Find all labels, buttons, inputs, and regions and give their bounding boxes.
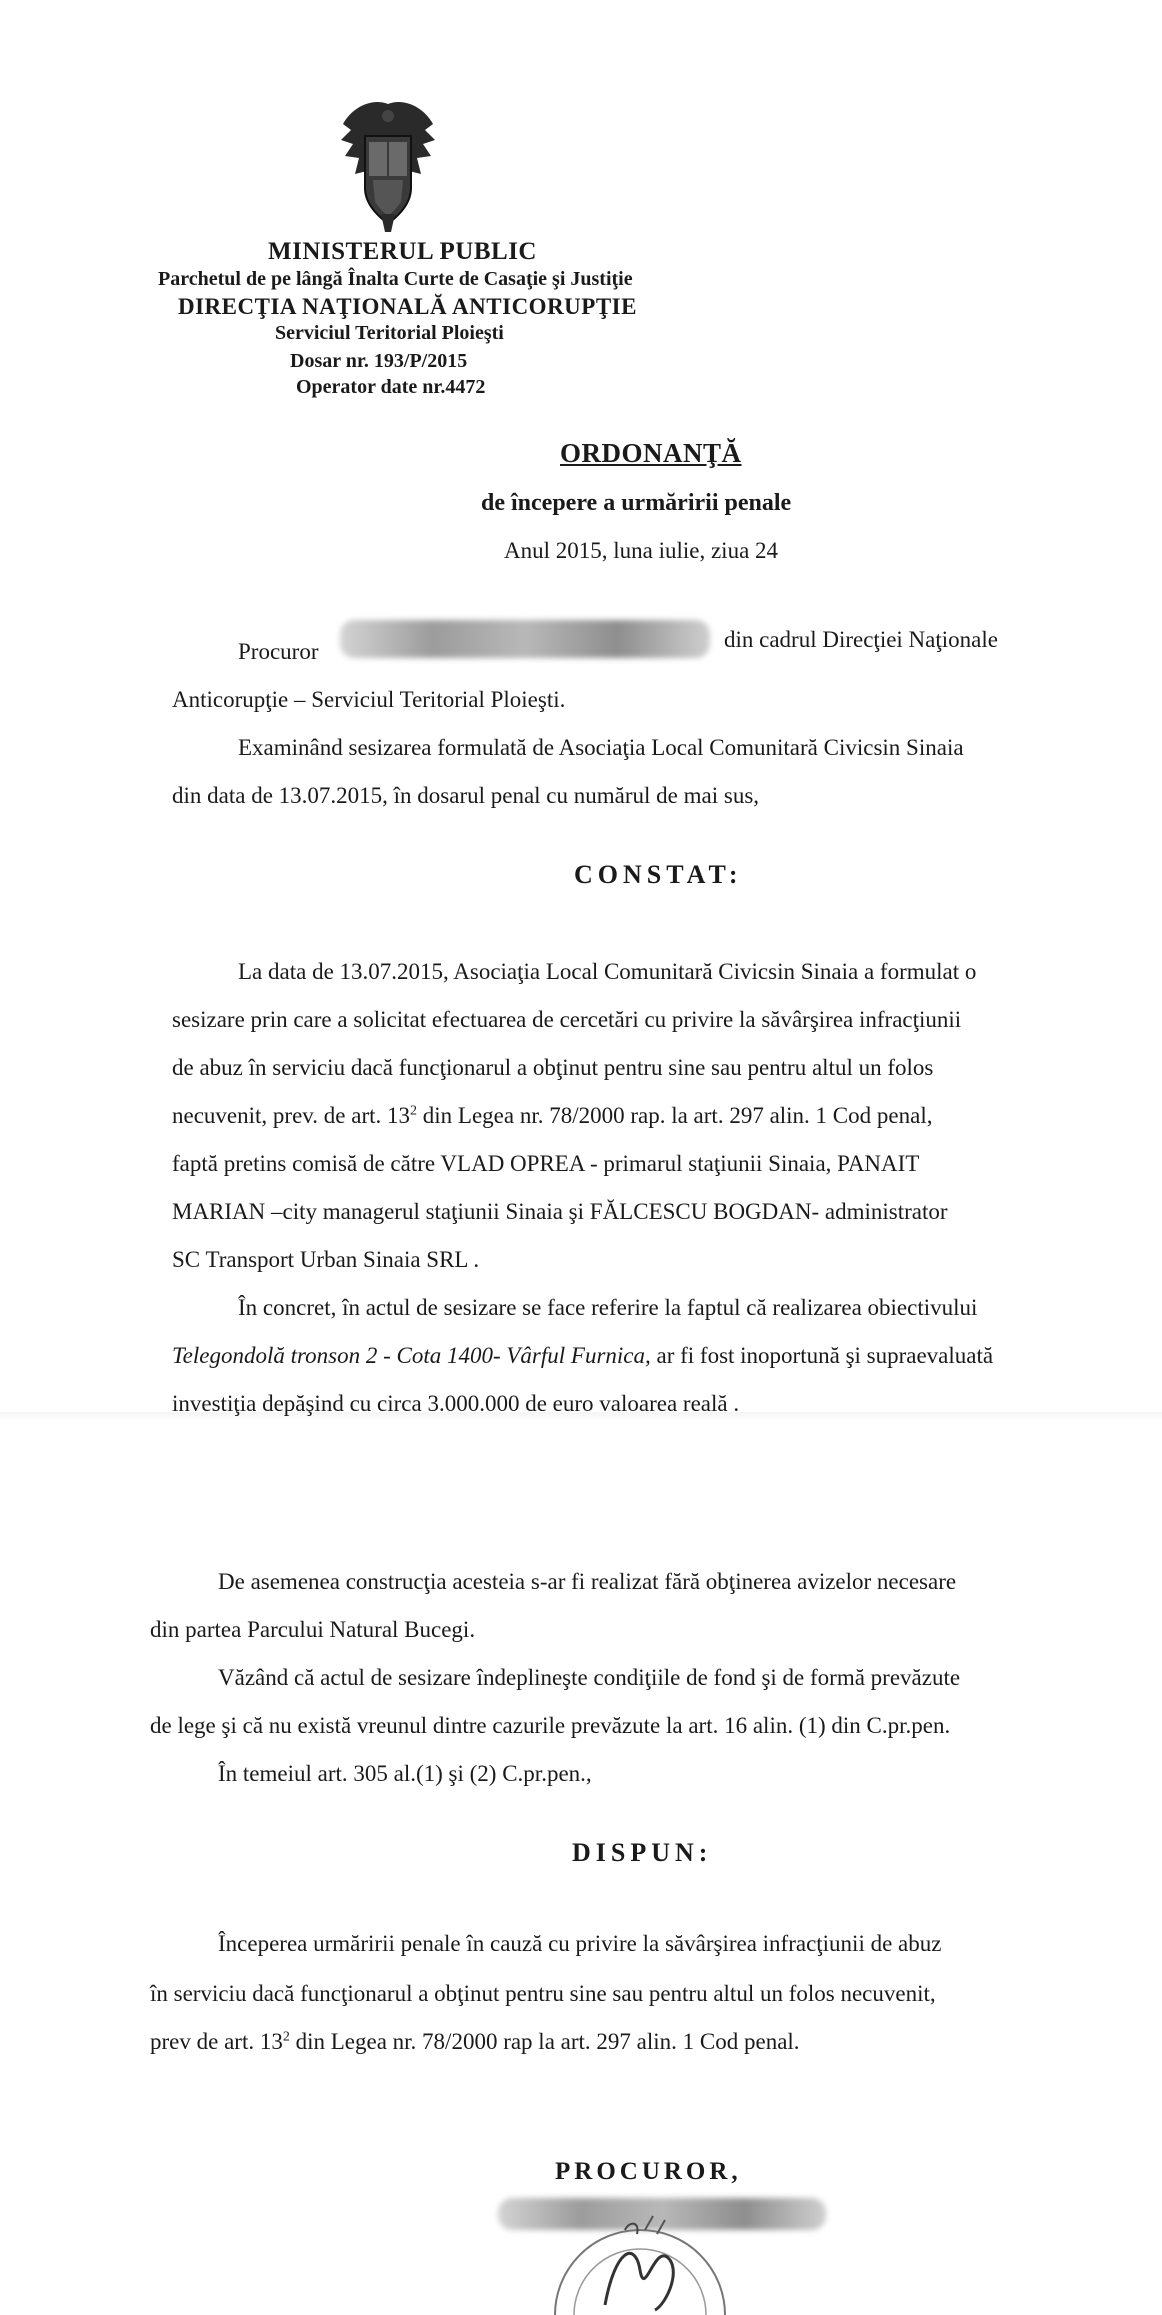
constat-line-7: SC Transport Urban Sinaia SRL . (172, 1247, 480, 1272)
constat-line-2: sesizare prin care a solicitat efectuarea de cercetări cu privire la săvârşirea infracţiunii (172, 1007, 962, 1032)
heading-constat: CONSTAT: (574, 860, 743, 889)
dispun-line-2: în serviciu dacă funcţionarul a obţinut pentru sine sau pentru altul un folos necuvenit, (150, 1981, 936, 2006)
constat-line-6: MARIAN –city managerul staţiunii Sinaia şi FĂLCESCU BOGDAN- administrator (172, 1199, 948, 1224)
heading-dispun: DISPUN: (572, 1838, 713, 1867)
header-parchet: Parchetul de pe lângă Înalta Curte de Casaţie şi Justiţie (158, 268, 633, 290)
constat-line-9: Telegondolă tronson 2 - Cota 1400- Vârful Furnica, ar fi fost inoportună şi supraevaluată (172, 1343, 994, 1368)
p2-line-1: De asemenea construcţia acesteia s-ar fi realizat fără obţinerea avizelor necesare (218, 1569, 957, 1594)
header-ministry: MINISTERUL PUBLIC (268, 238, 537, 265)
coat-of-arms-icon (333, 96, 443, 236)
p2-line-5: În temeiul art. 305 al.(1) şi (2) C.pr.pen., (218, 1761, 592, 1786)
header-service: Serviciul Teritorial Ploieşti (275, 322, 504, 344)
procuror-label: Procuror (238, 639, 319, 664)
header-directorate: DIRECŢIA NAŢIONALĂ ANTICORUPŢIE (178, 294, 637, 319)
dispun-line-1: Începerea urmăririi penale în cauză cu privire la săvârşirea infracţiunii de abuz (218, 1931, 942, 1956)
signature-label: PROCUROR, (555, 2158, 742, 2185)
constat-line-1: La data de 13.07.2015, Asociaţia Local Comunitară Civicsin Sinaia a formulat o (238, 959, 977, 984)
constat-line-10: investiţia depăşind cu circa 3.000.000 de euro valoarea reală . (172, 1391, 740, 1416)
constat-line-5: faptă pretins comisă de către VLAD OPREA - primarul staţiunii Sinaia, PANAIT (172, 1151, 920, 1176)
stamp-signature-icon (545, 2210, 745, 2315)
header-operator: Operator date nr.4472 (296, 376, 486, 398)
document-title: ORDONANŢĂ (560, 438, 742, 468)
redacted-name (340, 620, 710, 658)
constat-line-4: necuvenit, prev. de art. $13^2$ din Legea nr. 78/2000 rap. la art. 297 alin. 1 Cod penal, (172, 1103, 933, 1128)
procuror-after: din cadrul Direcţiei Naţionale (724, 627, 998, 652)
p2-line-3: Văzând că actul de sesizare îndeplineşte condiţiile de fond şi de formă prevăzute (218, 1665, 961, 1690)
document-subtitle: de începere a urmăririi penale (481, 490, 792, 516)
line-anticoruptie: Anticorupţie – Serviciul Teritorial Ploieşti. (172, 687, 566, 712)
constat-line-8: În concret, în actul de sesizare se face referire la faptul că realizarea obiectivului (238, 1295, 978, 1320)
p2-line-4: de lege şi că nu există vreunul dintre cazurile prevăzute la art. 16 alin. (1) din C.pr.pen. (150, 1713, 951, 1738)
dispun-line-3: prev de art. $13^2$ din Legea nr. 78/2000 rap la art. 297 alin. 1 Cod penal. (150, 2029, 800, 2054)
document-date: Anul 2015, luna iulie, ziua 24 (504, 538, 779, 563)
exam-line-2: din data de 13.07.2015, în dosarul penal cu numărul de mai sus, (172, 783, 760, 808)
header-dosar: Dosar nr. 193/P/2015 (290, 350, 468, 372)
p2-line-2: din partea Parcului Natural Bucegi. (150, 1617, 476, 1642)
constat-line-3: de abuz în serviciu dacă funcţionarul a obţinut pentru sine sau pentru altul un folos (172, 1055, 934, 1080)
exam-line-1: Examinând sesizarea formulată de Asociaţia Local Comunitară Civicsin Sinaia (238, 735, 964, 760)
